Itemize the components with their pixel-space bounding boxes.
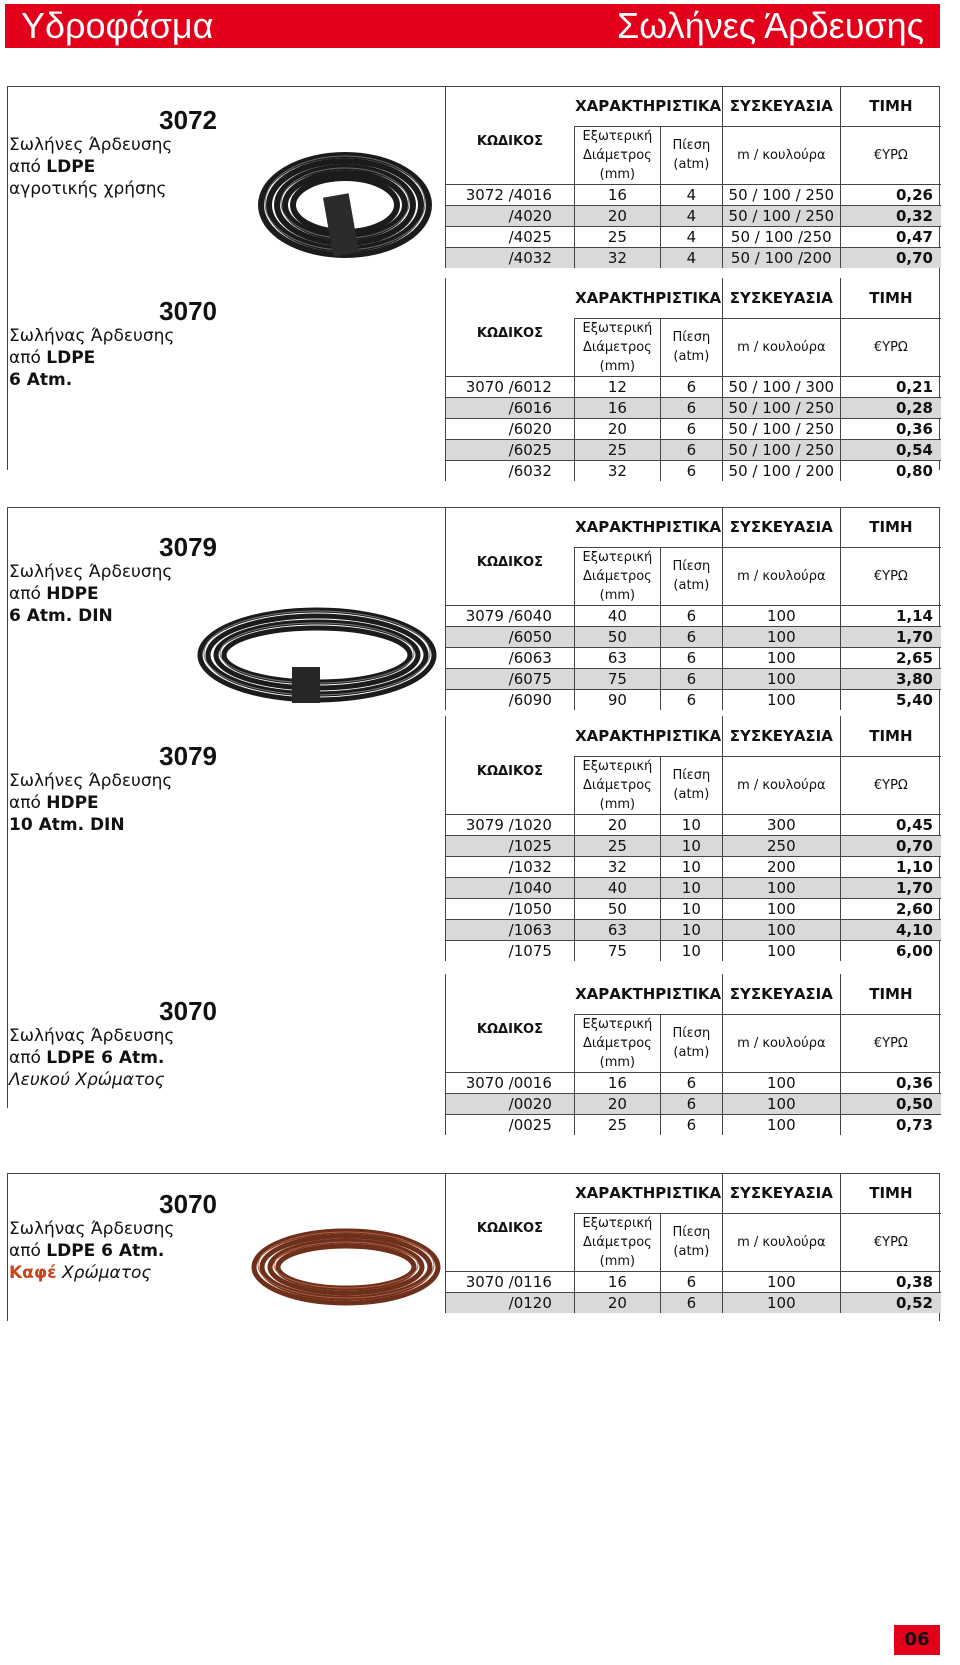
product-info: 3079 Σωλήνες Άρδευσης από HDPE 10 Atm. DIN bbox=[9, 741, 217, 835]
product-code: 3072 bbox=[159, 105, 217, 135]
row-price: 4,10 bbox=[840, 919, 941, 940]
euro-header: €ΥΡΩ bbox=[840, 126, 941, 184]
row-price: 0,32 bbox=[840, 205, 941, 226]
code-header: ΚΩΔΙΚΟΣ bbox=[446, 756, 575, 814]
meters-header: m / κουλούρα bbox=[722, 318, 840, 376]
product-material: LDPE 6 Atm. bbox=[46, 1048, 165, 1068]
product-table: ΧΑΡΑΚΤΗΡΙΣΤΙΚΑ ΣΥΣΚΕΥΑΣΙΑ ΤΙΜΗ ΚΩΔΙΚΟΣ Εξωτερική Διάμετρος (mm) Πίεση (atm) m / κουλούρα €ΥΡΩ 3079 /6040 40 6 100 1,14 /6050 50 6 100 1,70 /6063 63 6 100 2,65 /6075 75 6 100 3,80 /6090 90 6 100 5,40 bbox=[445, 507, 941, 710]
characteristics-header: ΧΑΡΑΚΤΗΡΙΣΤΙΚΑ bbox=[574, 86, 722, 126]
product-table: ΧΑΡΑΚΤΗΡΙΣΤΙΚΑ ΣΥΣΚΕΥΑΣΙΑ ΤΙΜΗ ΚΩΔΙΚΟΣ Εξωτερική Διάμετρος (mm) Πίεση (atm) m / κουλούρα €ΥΡΩ 3070 /0016 16 6 100 0,36 /0020 20 6 100 0,50 /0025 25 6 100 0,73 bbox=[445, 974, 941, 1135]
row-code: 3070 /0116 bbox=[446, 1271, 575, 1292]
code-header: ΚΩΔΙΚΟΣ bbox=[446, 1014, 575, 1072]
price-header: ΤΙΜΗ bbox=[840, 278, 941, 318]
code-header: ΚΩΔΙΚΟΣ bbox=[446, 1213, 575, 1271]
euro-header: €ΥΡΩ bbox=[840, 1213, 941, 1271]
row-price: 0,36 bbox=[840, 1072, 941, 1093]
black-hdpe-pipe-coil-image bbox=[196, 605, 438, 705]
row-code: 3072 /4016 bbox=[446, 184, 575, 205]
diameter-header: Εξωτερική Διάμετρος (mm) bbox=[574, 126, 660, 184]
packaging-header: ΣΥΣΚΕΥΑΣΙΑ bbox=[722, 1173, 840, 1213]
row-price: 1,70 bbox=[840, 877, 941, 898]
row-price: 0,73 bbox=[840, 1114, 941, 1135]
code-header: ΚΩΔΙΚΟΣ bbox=[446, 547, 575, 605]
row-price: 2,60 bbox=[840, 898, 941, 919]
pressure-header: Πίεση (atm) bbox=[660, 318, 722, 376]
packaging-header: ΣΥΣΚΕΥΑΣΙΑ bbox=[722, 278, 840, 318]
row-price: 0,26 bbox=[840, 184, 941, 205]
product-line3: Λευκού Χρώματος bbox=[9, 1070, 165, 1090]
meters-header: m / κουλούρα bbox=[722, 126, 840, 184]
characteristics-header: ΧΑΡΑΚΤΗΡΙΣΤΙΚΑ bbox=[574, 278, 722, 318]
euro-header: €ΥΡΩ bbox=[840, 1014, 941, 1072]
product-table: ΧΑΡΑΚΤΗΡΙΣΤΙΚΑ ΣΥΣΚΕΥΑΣΙΑ ΤΙΜΗ ΚΩΔΙΚΟΣ Εξωτερική Διάμετρος (mm) Πίεση (atm) m / κουλούρα €ΥΡΩ 3072 /4016 16 4 50 / 100 / 250 0,26 /4020 20 4 50 / 100 / 250 0,32 /4025 25 4 50 / 100 /250 0,47 /4032 32 4 50 / 100 /200 0,70 bbox=[445, 86, 941, 268]
row-code: /6020 bbox=[446, 418, 575, 439]
row-code: /6090 bbox=[446, 689, 575, 710]
row-price: 0,36 bbox=[840, 418, 941, 439]
row-price: 0,47 bbox=[840, 226, 941, 247]
characteristics-header: ΧΑΡΑΚΤΗΡΙΣΤΙΚΑ bbox=[574, 716, 722, 756]
row-code: /1075 bbox=[446, 940, 575, 961]
price-header: ΤΙΜΗ bbox=[840, 974, 941, 1014]
characteristics-header: ΧΑΡΑΚΤΗΡΙΣΤΙΚΑ bbox=[574, 974, 722, 1014]
black-pipe-coil-image bbox=[258, 150, 433, 260]
product-code: 3070 bbox=[159, 996, 217, 1026]
row-price: 0,21 bbox=[840, 376, 941, 397]
packaging-header: ΣΥΣΚΕΥΑΣΙΑ bbox=[722, 86, 840, 126]
row-code: /1040 bbox=[446, 877, 575, 898]
euro-header: €ΥΡΩ bbox=[840, 756, 941, 814]
diameter-header: Εξωτερική Διάμετρος (mm) bbox=[574, 1213, 660, 1271]
row-price: 0,80 bbox=[840, 460, 941, 481]
product-line1: Σωλήνας Άρδευσης bbox=[9, 1026, 175, 1046]
characteristics-header: ΧΑΡΑΚΤΗΡΙΣΤΙΚΑ bbox=[574, 507, 722, 547]
row-price: 1,10 bbox=[840, 856, 941, 877]
row-price: 0,50 bbox=[840, 1093, 941, 1114]
product-line3: Χρώματος bbox=[56, 1263, 152, 1283]
product-code: 3079 bbox=[159, 741, 217, 771]
meters-header: m / κουλούρα bbox=[722, 756, 840, 814]
product-table: ΧΑΡΑΚΤΗΡΙΣΤΙΚΑ ΣΥΣΚΕΥΑΣΙΑ ΤΙΜΗ ΚΩΔΙΚΟΣ Εξωτερική Διάμετρος (mm) Πίεση (atm) m / κουλούρα €ΥΡΩ 3070 /6012 12 6 50 / 100 / 300 0,21 /6016 16 6 50 / 100 / 250 0,28 /6020 20 6 50 / 100 / 250 0,36 /6025 25 6 50 / 100 / 250 0,54 /6032 32 6 50 / 100 / 200 0,80 bbox=[445, 278, 941, 481]
pressure-header: Πίεση (atm) bbox=[660, 756, 722, 814]
product-line1: Σωλήνες Άρδευσης bbox=[9, 135, 173, 155]
row-code: /6025 bbox=[446, 439, 575, 460]
product-info: 3070 Σωλήνας Άρδευσης από LDPE 6 Atm. Καφέ Χρώματος bbox=[9, 1189, 217, 1283]
diameter-header: Εξωτερική Διάμετρος (mm) bbox=[574, 756, 660, 814]
diameter-header: Εξωτερική Διάμετρος (mm) bbox=[574, 318, 660, 376]
row-code: /1025 bbox=[446, 835, 575, 856]
row-price: 0,54 bbox=[840, 439, 941, 460]
color-word: Καφέ bbox=[9, 1263, 57, 1283]
euro-header: €ΥΡΩ bbox=[840, 318, 941, 376]
row-code: /4032 bbox=[446, 247, 575, 268]
row-code: 3079 /6040 bbox=[446, 605, 575, 626]
pressure-header: Πίεση (atm) bbox=[660, 126, 722, 184]
row-code: /6063 bbox=[446, 647, 575, 668]
row-code: /6032 bbox=[446, 460, 575, 481]
pressure-header: Πίεση (atm) bbox=[660, 547, 722, 605]
row-price: 0,70 bbox=[840, 247, 941, 268]
row-code: 3079 /1020 bbox=[446, 814, 575, 835]
row-code: /4025 bbox=[446, 226, 575, 247]
product-line1: Σωλήνας Άρδευσης bbox=[9, 1219, 175, 1239]
product-code: 3070 bbox=[159, 1189, 217, 1219]
row-price: 6,00 bbox=[840, 940, 941, 961]
diameter-header: Εξωτερική Διάμετρος (mm) bbox=[574, 1014, 660, 1072]
row-code: /0020 bbox=[446, 1093, 575, 1114]
product-material: HDPE bbox=[46, 584, 99, 604]
product-table: ΧΑΡΑΚΤΗΡΙΣΤΙΚΑ ΣΥΣΚΕΥΑΣΙΑ ΤΙΜΗ ΚΩΔΙΚΟΣ Εξωτερική Διάμετρος (mm) Πίεση (atm) m / κουλούρα €ΥΡΩ 3070 /0116 16 6 100 0,38 /0120 20 6 100 0,52 bbox=[445, 1173, 941, 1313]
row-price: 0,38 bbox=[840, 1271, 941, 1292]
pressure-header: Πίεση (atm) bbox=[660, 1014, 722, 1072]
product-info: 3072 Σωλήνες Άρδευσης από LDPE αγροτικής χρήσης bbox=[9, 105, 217, 199]
row-code: /1063 bbox=[446, 919, 575, 940]
page-number: 06 bbox=[894, 1625, 940, 1655]
product-line3: 10 Atm. DIN bbox=[9, 815, 125, 835]
price-header: ΤΙΜΗ bbox=[840, 507, 941, 547]
row-price: 0,45 bbox=[840, 814, 941, 835]
row-price: 2,65 bbox=[840, 647, 941, 668]
product-table: ΧΑΡΑΚΤΗΡΙΣΤΙΚΑ ΣΥΣΚΕΥΑΣΙΑ ΤΙΜΗ ΚΩΔΙΚΟΣ Εξωτερική Διάμετρος (mm) Πίεση (atm) m / κουλούρα €ΥΡΩ 3079 /1020 20 10 300 0,45 /1025 25 10 250 0,70 /1032 32 10 200 1,10 /1040 40 10 100 1,70 /1050 50 10 100 2,60 /1063 63 10 100 4,10 /1075 75 10 100 6,00 bbox=[445, 716, 941, 961]
product-material: LDPE 6 Atm. bbox=[46, 1241, 165, 1261]
row-price: 1,14 bbox=[840, 605, 941, 626]
product-material: HDPE bbox=[46, 793, 99, 813]
packaging-header: ΣΥΣΚΕΥΑΣΙΑ bbox=[722, 507, 840, 547]
row-code: 3070 /6012 bbox=[446, 376, 575, 397]
meters-header: m / κουλούρα bbox=[722, 547, 840, 605]
row-code: /1050 bbox=[446, 898, 575, 919]
row-code: /6075 bbox=[446, 668, 575, 689]
packaging-header: ΣΥΣΚΕΥΑΣΙΑ bbox=[722, 716, 840, 756]
product-line1: Σωλήνες Άρδευσης bbox=[9, 562, 173, 582]
row-code: /0120 bbox=[446, 1292, 575, 1313]
product-code: 3070 bbox=[159, 296, 217, 326]
product-line1: Σωλήνας Άρδευσης bbox=[9, 326, 175, 346]
page-header bbox=[5, 4, 940, 48]
row-price: 0,28 bbox=[840, 397, 941, 418]
euro-header: €ΥΡΩ bbox=[840, 547, 941, 605]
row-price: 0,70 bbox=[840, 835, 941, 856]
product-info: 3079 Σωλήνες Άρδευσης από HDPE 6 Atm. DIN bbox=[9, 532, 217, 626]
header-right-title: Σωλήνες Άρδευσης bbox=[617, 5, 924, 46]
product-line1: Σωλήνες Άρδευσης bbox=[9, 771, 173, 791]
code-header: ΚΩΔΙΚΟΣ bbox=[446, 126, 575, 184]
row-code: /6016 bbox=[446, 397, 575, 418]
product-line3: αγροτικής χρήσης bbox=[9, 179, 167, 199]
product-material: LDPE bbox=[46, 157, 96, 177]
row-code: /4020 bbox=[446, 205, 575, 226]
product-info: 3070 Σωλήνας Άρδευσης από LDPE 6 Atm. Λευκού Χρώματος bbox=[9, 996, 217, 1090]
price-header: ΤΙΜΗ bbox=[840, 716, 941, 756]
row-code: /0025 bbox=[446, 1114, 575, 1135]
row-code: /6050 bbox=[446, 626, 575, 647]
product-material: LDPE bbox=[46, 348, 96, 368]
packaging-header: ΣΥΣΚΕΥΑΣΙΑ bbox=[722, 974, 840, 1014]
header-left-title: Υδροφάσμα bbox=[21, 5, 214, 46]
price-header: ΤΙΜΗ bbox=[840, 1173, 941, 1213]
row-price: 0,52 bbox=[840, 1292, 941, 1313]
diameter-header: Εξωτερική Διάμετρος (mm) bbox=[574, 547, 660, 605]
row-code: /1032 bbox=[446, 856, 575, 877]
characteristics-header: ΧΑΡΑΚΤΗΡΙΣΤΙΚΑ bbox=[574, 1173, 722, 1213]
row-price: 5,40 bbox=[840, 689, 941, 710]
product-info: 3070 Σωλήνας Άρδευσης από LDPE 6 Atm. bbox=[9, 296, 217, 390]
meters-header: m / κουλούρα bbox=[722, 1213, 840, 1271]
code-header: ΚΩΔΙΚΟΣ bbox=[446, 318, 575, 376]
product-line3: 6 Atm. DIN bbox=[9, 606, 113, 626]
row-price: 3,80 bbox=[840, 668, 941, 689]
product-code: 3079 bbox=[159, 532, 217, 562]
row-price: 1,70 bbox=[840, 626, 941, 647]
pressure-header: Πίεση (atm) bbox=[660, 1213, 722, 1271]
meters-header: m / κουλούρα bbox=[722, 1014, 840, 1072]
row-code: 3070 /0016 bbox=[446, 1072, 575, 1093]
brown-pipe-coil-image bbox=[250, 1226, 442, 1308]
product-line3: 6 Atm. bbox=[9, 370, 73, 390]
price-header: ΤΙΜΗ bbox=[840, 86, 941, 126]
